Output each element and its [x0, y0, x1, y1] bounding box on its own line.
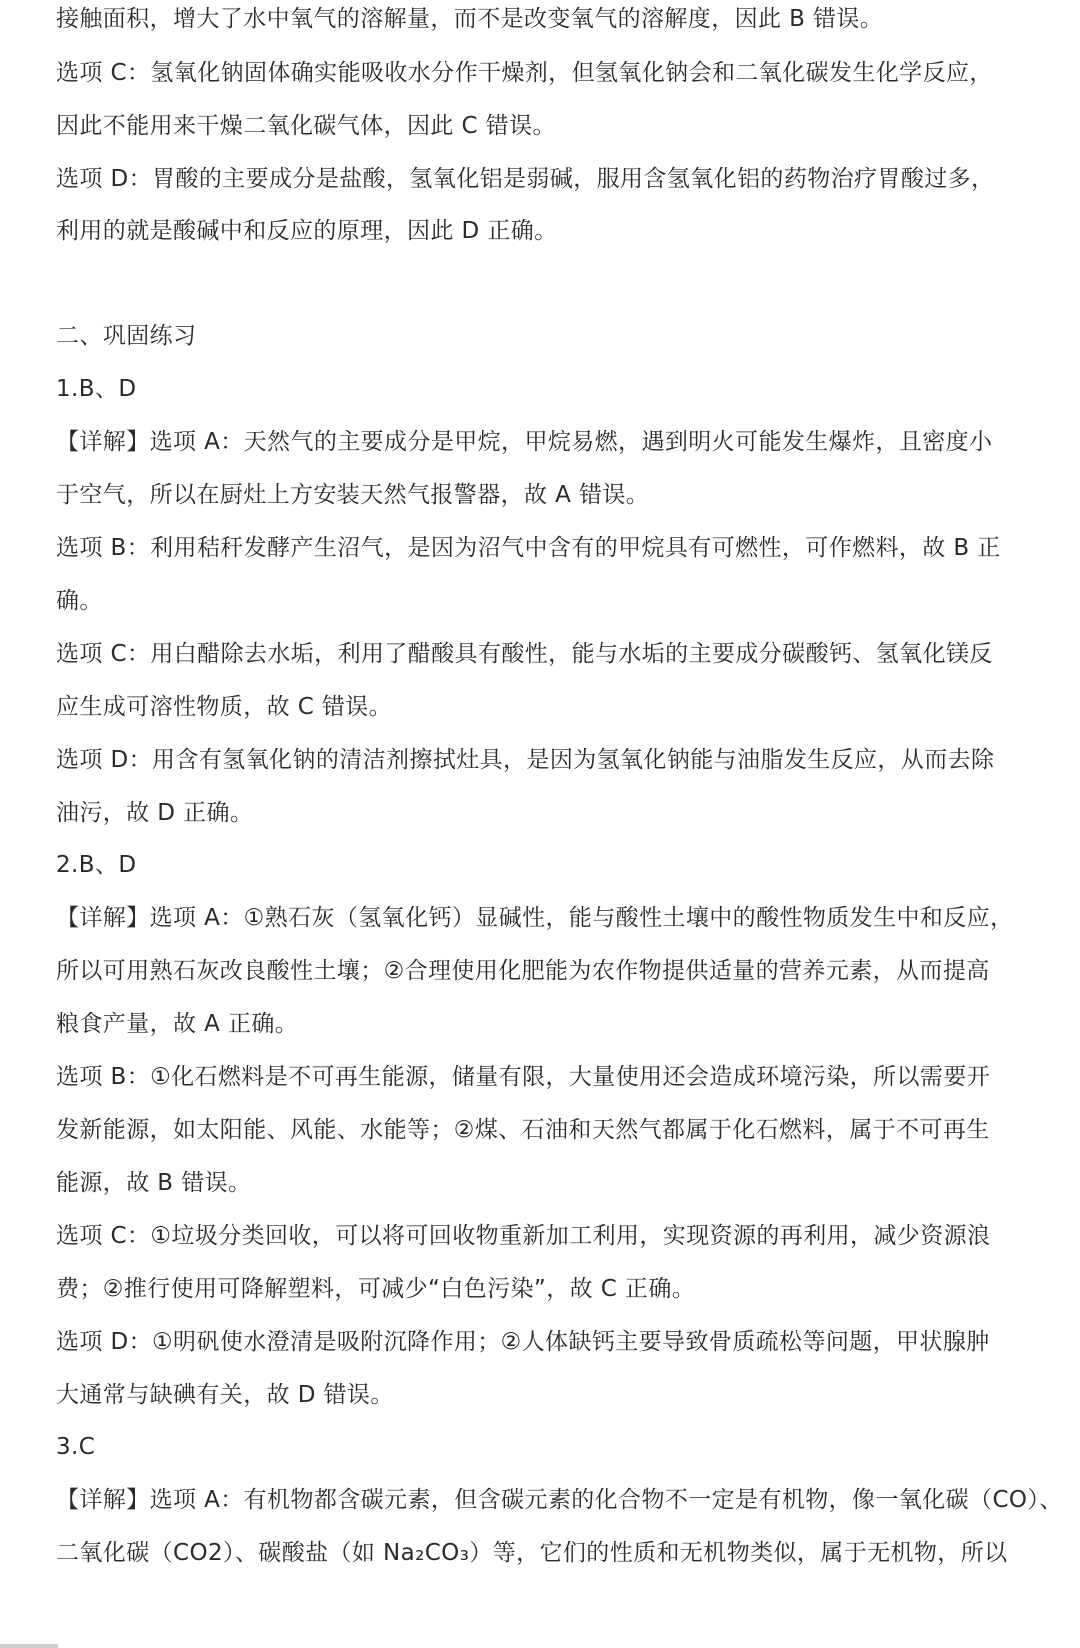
text-line: 确。	[56, 588, 103, 614]
text-line: 接触面积，增大了水中氧气的溶解量，而不是改变氧气的溶解度，因此 B 错误。	[56, 6, 884, 32]
text-line: 大通常与缺碘有关，故 D 错误。	[56, 1382, 394, 1408]
text-line: 选项 B：利用秸秆发酵产生沼气，是因为沼气中含有的甲烷具有可燃性，可作燃料，故 B 正	[56, 535, 1001, 561]
text-line: 选项 C：氢氧化钠固体确实能吸收水分作干燥剂，但氢氧化钠会和二氧化碳发生化学反应，	[56, 60, 993, 86]
text-line: 选项 D：用含有氢氧化钠的清洁剂擦拭灶具，是因为氢氧化钠能与油脂发生反应，从而去除	[56, 747, 995, 773]
text-line: 利用的就是酸碱中和反应的原理，因此 D 正确。	[56, 218, 558, 244]
text-line: 发新能源，如太阳能、风能、水能等；②煤、石油和天然气都属于化石燃料，属于不可再生	[56, 1117, 990, 1143]
text-line: 选项 B：①化石燃料是不可再生能源，储量有限，大量使用还会造成环境污染，所以需要开	[56, 1064, 991, 1090]
section-heading: 二、巩固练习	[56, 323, 197, 349]
text-line: 因此不能用来干燥二氧化碳气体，因此 C 错误。	[56, 113, 556, 139]
text-line: 能源，故 B 错误。	[56, 1170, 252, 1196]
answer-label-q3: 3.C	[56, 1434, 96, 1460]
text-line: 应生成可溶性物质，故 C 错误。	[56, 694, 393, 720]
page-edge-divider	[0, 1644, 58, 1648]
text-line: 选项 D：胃酸的主要成分是盐酸，氢氧化铝是弱碱，服用含氢氧化铝的药物治疗胃酸过多，	[56, 166, 995, 192]
text-line: 所以可用熟石灰改良酸性土壤；②合理使用化肥能为农作物提供适量的营养元素，从而提高	[56, 958, 990, 984]
text-line: 二氧化碳（CO2）、碳酸盐（如 Na₂CO₃）等，它们的性质和无机物类似，属于无机物，所以	[56, 1540, 1008, 1566]
text-line: 费；②推行使用可降解塑料，可减少“白色污染”，故 C 正确。	[56, 1276, 696, 1302]
text-line: 油污，故 D 正确。	[56, 800, 254, 826]
text-line: 选项 C：①垃圾分类回收，可以将可回收物重新加工利用，实现资源的再利用，减少资源浪	[56, 1223, 991, 1249]
text-line: 【详解】选项 A：①熟石灰（氢氧化钙）显碱性，能与酸性土壤中的酸性物质发生中和反应，	[56, 905, 1014, 931]
text-line: 选项 C：用白醋除去水垢，利用了醋酸具有酸性，能与水垢的主要成分碳酸钙、氢氧化镁反	[56, 641, 993, 667]
text-line: 于空气，所以在厨灶上方安装天然气报警器，故 A 错误。	[56, 482, 650, 508]
text-line: 粮食产量，故 A 正确。	[56, 1011, 299, 1037]
text-line: 【详解】选项 A：天然气的主要成分是甲烷，甲烷易燃，遇到明火可能发生爆炸，且密度小	[56, 429, 993, 455]
text-line: 选项 D：①明矾使水澄清是吸附沉降作用；②人体缺钙主要导致骨质疏松等问题，甲状腺肿	[56, 1329, 990, 1355]
answer-label-q1: 1.B、D	[56, 376, 137, 402]
answer-label-q2: 2.B、D	[56, 852, 137, 878]
text-line: 【详解】选项 A：有机物都含碳元素，但含碳元素的化合物不一定是有机物，像一氧化碳（CO）、	[56, 1487, 1063, 1513]
